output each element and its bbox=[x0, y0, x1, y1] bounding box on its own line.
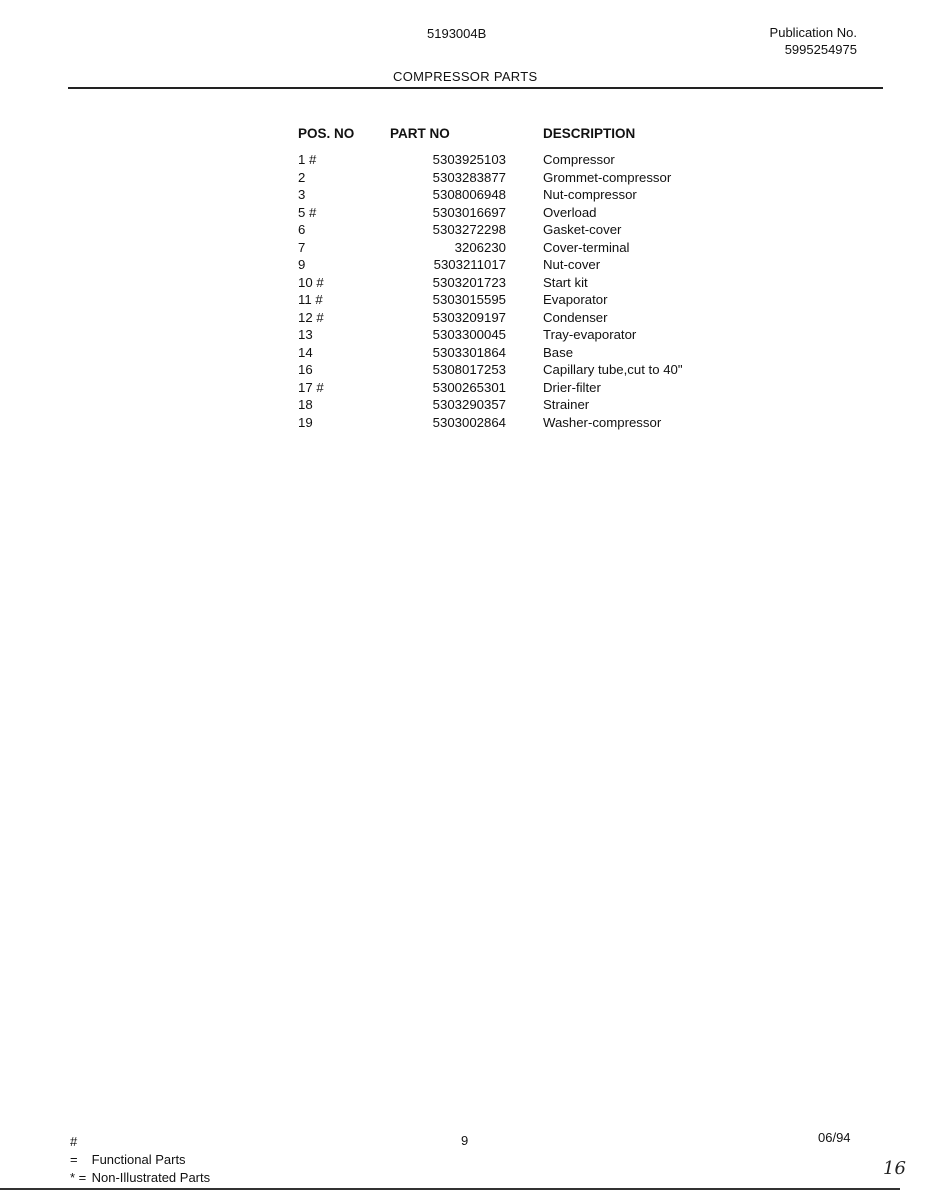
pos-cell: 9 bbox=[298, 257, 306, 272]
part-number-cell: 3206230 bbox=[454, 239, 506, 255]
table-row bbox=[296, 221, 743, 239]
part-number-cell: 5303201723 bbox=[432, 274, 506, 290]
page-number: 9 bbox=[461, 1133, 469, 1148]
pos-cell: 1 # bbox=[298, 152, 317, 167]
part-number-cell: 5303925103 bbox=[432, 152, 506, 167]
part-number-cell: 5303015595 bbox=[432, 292, 506, 307]
table-row bbox=[296, 274, 743, 292]
table-row bbox=[296, 186, 743, 204]
description-cell: Washer-compressor bbox=[543, 414, 662, 430]
description-cell: Tray-evaporator bbox=[543, 327, 637, 342]
legend-symbol: # = bbox=[70, 1134, 78, 1167]
pos-cell: 17 # bbox=[298, 379, 324, 395]
part-number-cell: 5303301864 bbox=[432, 344, 506, 360]
part-number-cell: 5303002864 bbox=[432, 414, 506, 430]
description-cell: Compressor bbox=[543, 152, 615, 167]
description-cell: Base bbox=[543, 344, 574, 360]
legend-item-non-illustrated bbox=[70, 1169, 210, 1187]
legend-text: Functional Parts bbox=[91, 1152, 186, 1167]
table-row bbox=[296, 151, 743, 169]
description-cell: Condenser bbox=[543, 309, 608, 325]
pos-cell: 3 bbox=[298, 187, 306, 202]
pos-cell: 12 # bbox=[298, 309, 324, 325]
description-cell: Nut-cover bbox=[543, 257, 601, 272]
description-cell: Overload bbox=[543, 204, 597, 220]
column-header-pos: POS. NO bbox=[298, 126, 355, 141]
description-cell: Start kit bbox=[543, 274, 588, 290]
pos-cell: 11 # bbox=[298, 292, 323, 307]
pos-cell: 10 # bbox=[298, 274, 324, 290]
part-number-cell: 5303272298 bbox=[432, 222, 506, 237]
description-cell: Capillary tube,cut to 40" bbox=[543, 362, 683, 377]
parts-table-body bbox=[296, 151, 743, 431]
table-row bbox=[296, 361, 743, 379]
part-number-cell: 5303290357 bbox=[432, 397, 506, 412]
header-divider bbox=[68, 87, 883, 89]
model-number: 5193004B bbox=[427, 26, 487, 41]
description-cell: Evaporator bbox=[543, 292, 608, 307]
pos-cell: 13 bbox=[298, 327, 313, 342]
table-row bbox=[296, 239, 743, 257]
publication-label: Publication No. bbox=[769, 25, 857, 40]
description-cell: Drier-filter bbox=[543, 379, 601, 395]
part-number-cell: 5303209197 bbox=[432, 309, 506, 325]
table-row bbox=[296, 204, 743, 222]
legend-text: Non-Illustrated Parts bbox=[91, 1170, 211, 1185]
table-header-row bbox=[296, 126, 743, 151]
table-row bbox=[296, 256, 743, 274]
part-number-cell: 5303016697 bbox=[432, 204, 506, 220]
pos-cell: 14 bbox=[298, 344, 313, 360]
pos-cell: 2 bbox=[298, 169, 306, 185]
table-row bbox=[296, 344, 743, 362]
part-number-cell: 5303283877 bbox=[432, 169, 506, 185]
publication-info bbox=[770, 24, 857, 58]
table-row bbox=[296, 309, 743, 327]
publication-number: 5995254975 bbox=[784, 42, 857, 57]
legend-item-functional bbox=[70, 1133, 210, 1169]
column-header-part: PART NO bbox=[390, 126, 450, 141]
pos-cell: 19 bbox=[298, 414, 313, 430]
description-cell: Nut-compressor bbox=[543, 187, 637, 202]
pos-cell: 6 bbox=[298, 222, 306, 237]
pos-cell: 18 bbox=[298, 397, 313, 412]
part-number-cell: 5300265301 bbox=[432, 379, 506, 395]
pos-cell: 7 bbox=[298, 239, 306, 255]
table-row bbox=[296, 291, 743, 309]
description-cell: Grommet-compressor bbox=[543, 169, 672, 185]
description-cell: Cover-terminal bbox=[543, 239, 630, 255]
parts-table bbox=[296, 126, 743, 431]
part-number-cell: 5303211017 bbox=[433, 257, 506, 272]
table-row bbox=[296, 379, 743, 397]
handwritten-mark: 16 bbox=[883, 1158, 906, 1179]
section-title: COMPRESSOR PARTS bbox=[393, 69, 538, 84]
part-number-cell: 5308017253 bbox=[432, 362, 506, 377]
legend bbox=[70, 1133, 210, 1187]
description-cell: Strainer bbox=[543, 397, 590, 412]
table-row bbox=[296, 169, 743, 187]
table-row bbox=[296, 326, 743, 344]
footer-divider bbox=[0, 1188, 900, 1190]
table-row bbox=[296, 396, 743, 414]
legend-symbol: * = bbox=[70, 1170, 87, 1185]
part-number-cell: 5308006948 bbox=[432, 187, 506, 202]
part-number-cell: 5303300045 bbox=[432, 327, 506, 342]
pos-cell: 5 # bbox=[298, 204, 317, 220]
description-cell: Gasket-cover bbox=[543, 222, 622, 237]
column-header-description: DESCRIPTION bbox=[543, 126, 636, 141]
publication-date: 06/94 bbox=[818, 1130, 851, 1145]
pos-cell: 16 bbox=[298, 362, 313, 377]
table-row bbox=[296, 414, 743, 432]
